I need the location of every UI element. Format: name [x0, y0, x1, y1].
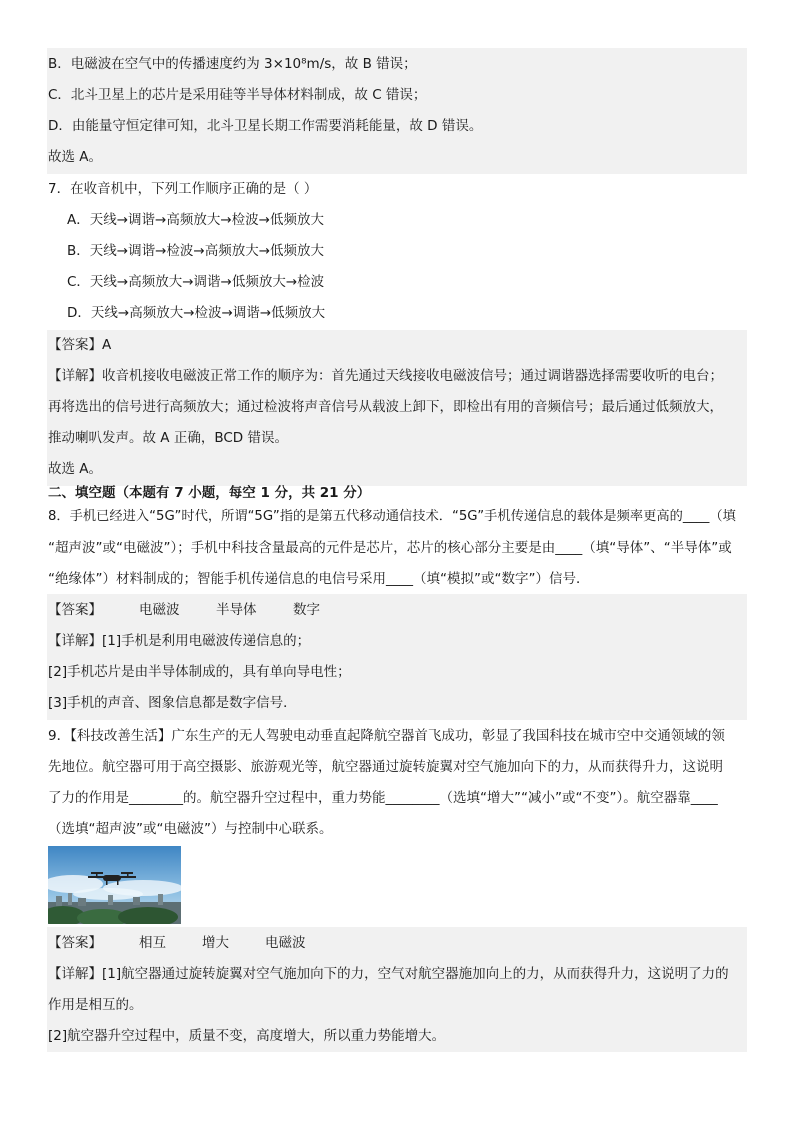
- q7-answer: 【答案】A: [48, 337, 112, 353]
- aircraft-photo-icon: [48, 846, 181, 924]
- q9-explain-1: 【详解】[1]航空器通过旋转旋翼对空气施加向下的力，空气对航空器施加向上的力，从而获得升力，这说明了力的: [48, 966, 729, 982]
- q7-explain-1: 【详解】收音机接收电磁波正常工作的顺序为：首先通过天线接收电磁波信号；通过调谐器选择需要收听的电台；: [48, 368, 723, 384]
- q8-explain-2: [2]手机芯片是由半导体制成的，具有单向导电性；: [48, 664, 351, 680]
- q7-option-b: B．天线→调谐→检波→高频放大→低频放大: [67, 243, 325, 259]
- q7-option-d: D．天线→高频放大→检波→调谐→低频放大: [67, 305, 326, 321]
- q7-stem: 7．在收音机中，下列工作顺序正确的是（ ）: [48, 181, 318, 197]
- prev-answer-line-d: D．由能量守恒定律可知，北斗卫星长期工作需要消耗能量，故 D 错误。: [48, 118, 483, 134]
- q8-stem-line-2: “超声波”或“电磁波”）；手机中科技含量最高的元件是芯片，芯片的核心部分主要是由____（填“导体”、“半导体”或: [48, 540, 732, 556]
- prev-answer-line-c: C．北斗卫星上的芯片是采用硅等半导体材料制成，故 C 错误；: [48, 87, 427, 103]
- q8-stem-line-3: “绝缘体”）材料制成的；智能手机传递信息的电信号采用____（填“模拟”或“数字”）信号．: [48, 571, 590, 587]
- q8-explain-1: 【详解】[1]手机是利用电磁波传递信息的；: [48, 633, 311, 649]
- q7-choose: 故选 A。: [48, 461, 103, 477]
- aircraft-photo: [48, 846, 181, 924]
- q9-stem-line-1: 9．【科技改善生活】广东生产的无人驾驶电动垂直起降航空器首飞成功，彰显了我国科技在城市空中交通领域的领: [48, 728, 725, 744]
- q8-explain-3: [3]手机的声音、图象信息都是数字信号．: [48, 695, 297, 711]
- q8-answer-1: 电磁波: [139, 602, 180, 618]
- q9-explain-3: [2]航空器升空过程中，质量不变，高度增大，所以重力势能增大。: [48, 1028, 446, 1044]
- q9-answer-2: 增大: [202, 935, 229, 951]
- q9-answer-3: 电磁波: [265, 935, 306, 951]
- q7-option-a: A．天线→调谐→高频放大→检波→低频放大: [67, 212, 324, 228]
- q9-explain-2: 作用是相互的。: [48, 997, 143, 1013]
- q9-stem-line-4: （选填“超声波”或“电磁波”）与控制中心联系。: [48, 821, 333, 837]
- q9-stem-line-3: 了力的作用是________的。航空器升空过程中，重力势能________（选填“增大”“减小”或“不变”）。航空器靠____: [48, 790, 718, 806]
- q8-stem-line-1: 8．手机已经进入“5G”时代，所谓“5G”指的是第五代移动通信技术．“5G”手机传递信息的载体是频率更高的____（填: [48, 509, 736, 524]
- section-heading: 二、填空题（本题有 7 小题，每空 1 分，共 21 分）: [48, 485, 371, 501]
- q9-answer-label: 【答案】: [48, 935, 102, 951]
- q7-explain-2: 再将选出的信号进行高频放大；通过检波将声音信号从载波上卸下，即检出有用的音频信号；最后通过低频放大，: [48, 399, 723, 415]
- q9-answer-1: 相互: [139, 935, 166, 951]
- q8-answer-3: 数字: [293, 602, 320, 618]
- q9-stem-line-2: 先地位。航空器可用于高空摄影、旅游观光等，航空器通过旋转旋翼对空气施加向下的力，从而获得升力，这说明: [48, 759, 723, 775]
- prev-answer-choose: 故选 A。: [48, 149, 103, 165]
- prev-answer-line-b: B．电磁波在空气中的传播速度约为 3×10⁸m/s，故 B 错误；: [48, 56, 417, 72]
- q8-answer-label: 【答案】: [48, 602, 102, 618]
- q7-explain-3: 推动喇叭发声。故 A 正确，BCD 错误。: [48, 430, 288, 446]
- q7-option-c: C．天线→高频放大→调谐→低频放大→检波: [67, 274, 325, 290]
- q8-answer-2: 半导体: [216, 602, 257, 618]
